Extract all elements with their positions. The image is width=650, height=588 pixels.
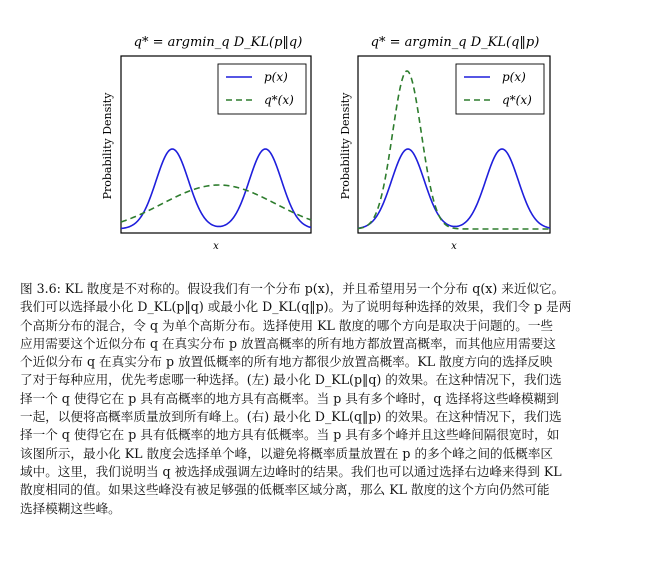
caption-line: 应用需要这个近似分布 q 在真实分布 p 放置高概率的所有地方都放置高概率，而其他应用需要这 [20, 335, 556, 351]
caption-line: 个近似分布 q 在真实分布 p 放置低概率的所有地方都很少放置高概率。KL 散度方向的选择反映 [20, 354, 553, 370]
caption-line: 一起，以便将高概率质量放到所有峰上。(右) 最小化 D_KL(q‖p) 的效果。在这种情况下，我们选 [20, 409, 562, 425]
caption-line: 我们可以选择最小化 D_KL(p‖q) 或最小化 D_KL(q‖p)。为了说明每种选择的效果，我们令 p 是两 [20, 299, 572, 315]
right-xlabel: x [451, 241, 457, 252]
right-legend-q-label: q*(x) [502, 93, 532, 107]
left-legend-q-label: q*(x) [264, 93, 294, 107]
caption-line: 择一个 q 使得它在 p 具有高概率的地方具有高概率。当 p 具有多个峰时，q 选择将这些峰模糊到 [20, 390, 559, 406]
caption-line: 图 3.6: KL 散度是不对称的。假设我们有一个分布 p(x)，并且希望用另一个分布 q(x) 来近似它。 [20, 281, 565, 296]
left-ylabel: Probability Density [101, 92, 114, 200]
caption-line: 域中。这里，我们说明当 q 被选择成强调左边峰时的结果。我们也可以通过选择右边峰来得到 KL [20, 463, 562, 479]
right-p-curve [358, 149, 550, 228]
left-p-curve [121, 149, 311, 228]
left-panel-title: q* = argmin_q D_KL(p‖q) [133, 35, 303, 50]
caption-line: 个高斯分布的混合，令 q 为单个高斯分布。选择使用 KL 散度的哪个方向是取决于问题的。一些 [20, 317, 554, 333]
caption-line: 择一个 q 使得它在 p 具有低概率的地方具有低概率。当 p 具有多个峰并且这些峰间隔很宽时，如 [20, 427, 560, 443]
left-xlabel: x [213, 241, 219, 252]
caption-line: 该图所示，最小化 KL 散度会选择单个峰，以避免将概率质量放置在 p 的多个峰之间的低概率区 [20, 445, 554, 461]
caption-line: 了对于每种应用，优先考虑哪一种选择。(左) 最小化 D_KL(p‖q) 的效果。在这种情况下，我们选 [20, 372, 562, 388]
left-panel [101, 35, 311, 252]
left-legend-p-label: p(x) [264, 70, 288, 84]
figure [0, 0, 650, 270]
right-ylabel: Probability Density [339, 92, 352, 200]
caption-line: 散度相同的值。如果这些峰没有被足够强的低概率区域分离，那么 KL 散度的这个方向仍然可能 [20, 482, 550, 498]
left-legend [218, 64, 306, 114]
right-panel-title: q* = argmin_q D_KL(q‖p) [370, 35, 540, 50]
right-legend [456, 64, 544, 114]
figure-caption [20, 280, 634, 518]
right-panel [339, 35, 550, 252]
right-legend-p-label: p(x) [502, 70, 526, 84]
left-q-curve [121, 185, 311, 222]
caption-line: 选择模糊这些峰。 [20, 500, 121, 516]
